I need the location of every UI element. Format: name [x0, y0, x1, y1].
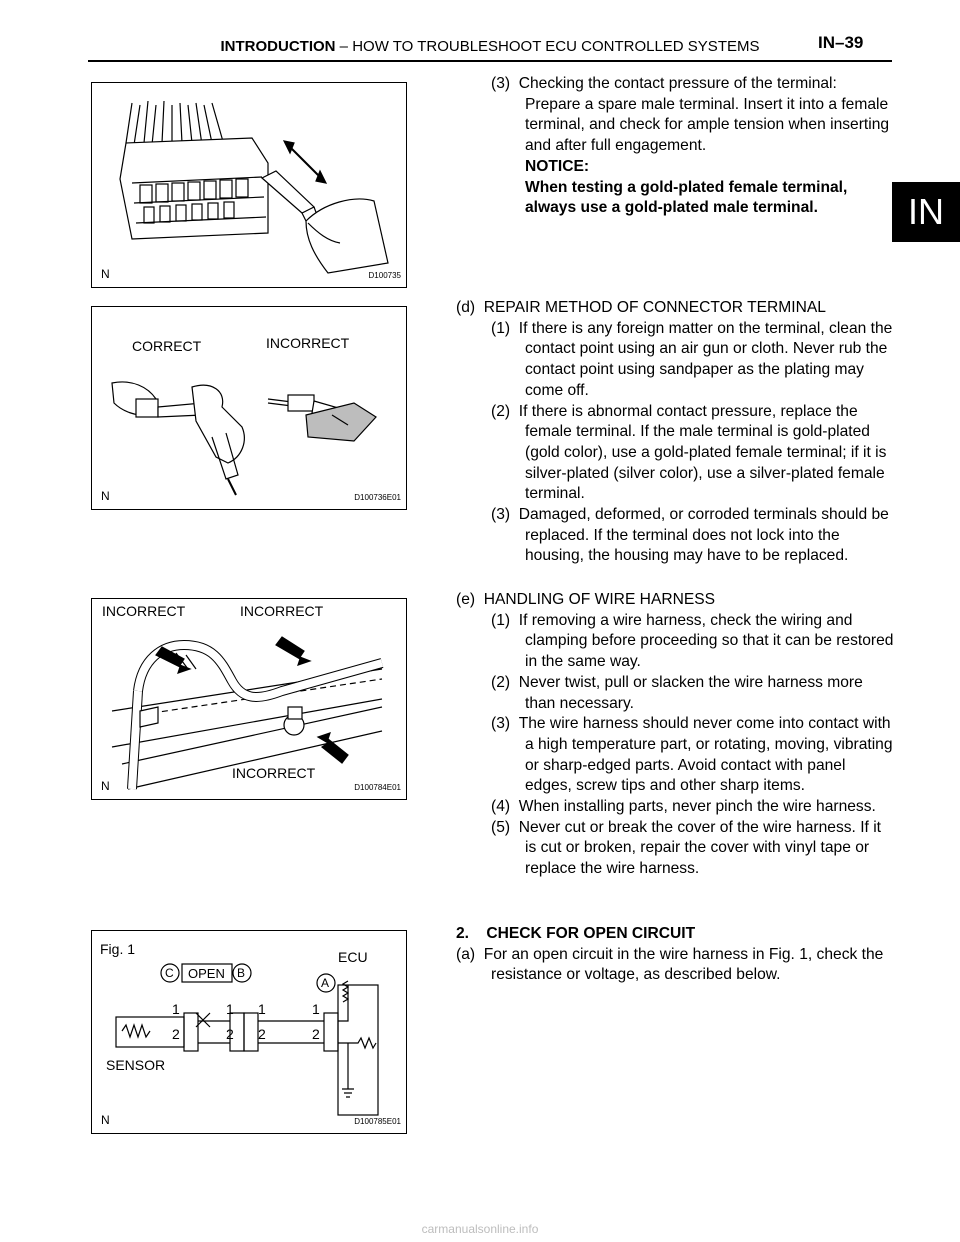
figure-code: D100736E01 [354, 493, 401, 502]
header-section: INTRODUCTION [220, 38, 336, 55]
item-contact-pressure [491, 74, 896, 157]
block-wire-harness [456, 590, 896, 880]
item-num: (2) [491, 402, 511, 420]
figure-code: D100784E01 [354, 783, 401, 792]
repair-items [456, 319, 896, 567]
label-incorrect-right: INCORRECT [240, 603, 324, 619]
list-item [491, 505, 896, 567]
item-text: Never cut or break the cover of the wire harness. If it is cut or broken, repair the cover with vinyl tape or replace the wire harness. [518, 818, 882, 878]
section-tab: IN [892, 182, 960, 242]
label-incorrect-left: INCORRECT [102, 603, 186, 619]
header-subtitle: HOW TO TROUBLESHOOT ECU CONTROLLED SYSTEMS [352, 38, 760, 55]
pin-1-label: 1 [258, 1001, 266, 1017]
pin-1-label: 1 [172, 1001, 180, 1017]
figure-n-mark: N [101, 779, 110, 793]
item-num: (3) [491, 715, 511, 733]
heading-num: (d) [456, 299, 476, 316]
item-text: If there is abnormal contact pressure, replace the female terminal. If the male terminal is gold-plated (gold color), use a gold-plated female terminal; if it is silver-plated (silver color), use a silver-plated female terminal. [518, 402, 887, 503]
label-incorrect-bottom: INCORRECT [232, 765, 316, 781]
page-number: IN–39 [818, 33, 864, 52]
list-item [491, 797, 896, 818]
item-text: Never twist, pull or slacken the wire harness more than necessary. [518, 673, 863, 712]
list-item [491, 611, 896, 673]
pin-1-label: 1 [226, 1001, 234, 1017]
list-item [491, 818, 896, 880]
item-num: (3) [491, 506, 511, 524]
heading-text: REPAIR METHOD OF CONNECTOR TERMINAL [483, 299, 826, 316]
figure-n-mark: N [101, 1113, 110, 1127]
footer-watermark: carmanualsonline.info [421, 1222, 539, 1236]
list-item [491, 673, 896, 714]
label-correct: CORRECT [132, 338, 202, 354]
block-repair-method [456, 298, 896, 567]
item-num: (4) [491, 798, 511, 816]
item-text: For an open circuit in the wire harness in Fig. 1, check the resistance or voltage, as described below. [483, 945, 884, 984]
section-heading-2 [456, 924, 896, 945]
item-text: If removing a wire harness, check the wiring and clamping before proceeding so that it can be restored in the same way. [518, 611, 894, 671]
item-num: (1) [491, 611, 511, 629]
figure-correct-incorrect [91, 306, 407, 510]
heading-num: 2. [456, 925, 470, 942]
notice-text: When testing a gold-plated female terminal, always use a gold-plated male terminal. [525, 178, 848, 217]
notice-label: NOTICE: [525, 157, 590, 175]
pin-2-label: 2 [258, 1026, 266, 1042]
list-item [491, 714, 896, 797]
figure-n-mark: N [101, 489, 110, 503]
block-contact-pressure [491, 74, 896, 219]
fig-1-label: Fig. 1 [100, 941, 136, 957]
heading-num: (e) [456, 591, 476, 608]
point-b-label: B [237, 966, 246, 980]
figure-open-circuit [91, 930, 407, 1134]
figure-code: D100735 [368, 271, 401, 280]
item-text: Checking the contact pressure of the terminal: Prepare a spare male terminal. Insert it into a female terminal, and check for ample tension when inserting and after full engagement. [518, 75, 890, 155]
figure-terminal-pressure [91, 82, 407, 288]
heading-text: CHECK FOR OPEN CIRCUIT [486, 925, 696, 942]
section-heading-e [456, 590, 896, 611]
item-text: Damaged, deformed, or corroded terminals should be replaced. If the terminal does not lock into the housing, the housing may have to be replaced. [518, 506, 889, 565]
header-rule [88, 60, 892, 62]
open-label: OPEN [188, 966, 225, 981]
terminal-pressure-illustration [92, 83, 406, 287]
heading-text: HANDLING OF WIRE HARNESS [483, 591, 716, 608]
section-heading-d [456, 298, 896, 319]
label-incorrect: INCORRECT [266, 335, 350, 351]
sensor-label: SENSOR [106, 1057, 166, 1073]
ecu-label: ECU [338, 949, 368, 965]
item-num: (3) [491, 75, 511, 92]
item-text: When installing parts, never pinch the wire harness. [518, 798, 876, 816]
item-num: (1) [491, 319, 511, 337]
figure-wire-harness [91, 598, 407, 800]
pin-2-label: 2 [312, 1026, 320, 1042]
block-open-circuit [456, 924, 896, 986]
point-a-label: A [321, 976, 330, 990]
header-separator: – [339, 38, 349, 55]
figure-n-mark: N [101, 267, 110, 281]
harness-items [456, 611, 896, 880]
item-text: If there is any foreign matter on the terminal, clean the contact point using an air gun or cloth. Never rub the contact point using sandpaper as the plating may come off. [518, 319, 893, 399]
figure-code: D100785E01 [354, 1117, 401, 1126]
pin-2-label: 2 [226, 1026, 234, 1042]
header-title [200, 38, 780, 55]
list-item [491, 402, 896, 506]
list-item [491, 319, 896, 402]
point-c-label: C [165, 966, 174, 980]
item-text: The wire harness should never come into contact with a high temperature part, or rotating, moving, vibrating or sharp-edged parts. Avoid contact with panel edges, screw tips and other sharp items. [518, 715, 893, 795]
item-num: (a) [456, 945, 476, 963]
pin-2-label: 2 [172, 1026, 180, 1042]
list-item [456, 945, 896, 986]
pin-1-label: 1 [312, 1001, 320, 1017]
item-num: (5) [491, 818, 511, 836]
item-num: (2) [491, 673, 511, 691]
